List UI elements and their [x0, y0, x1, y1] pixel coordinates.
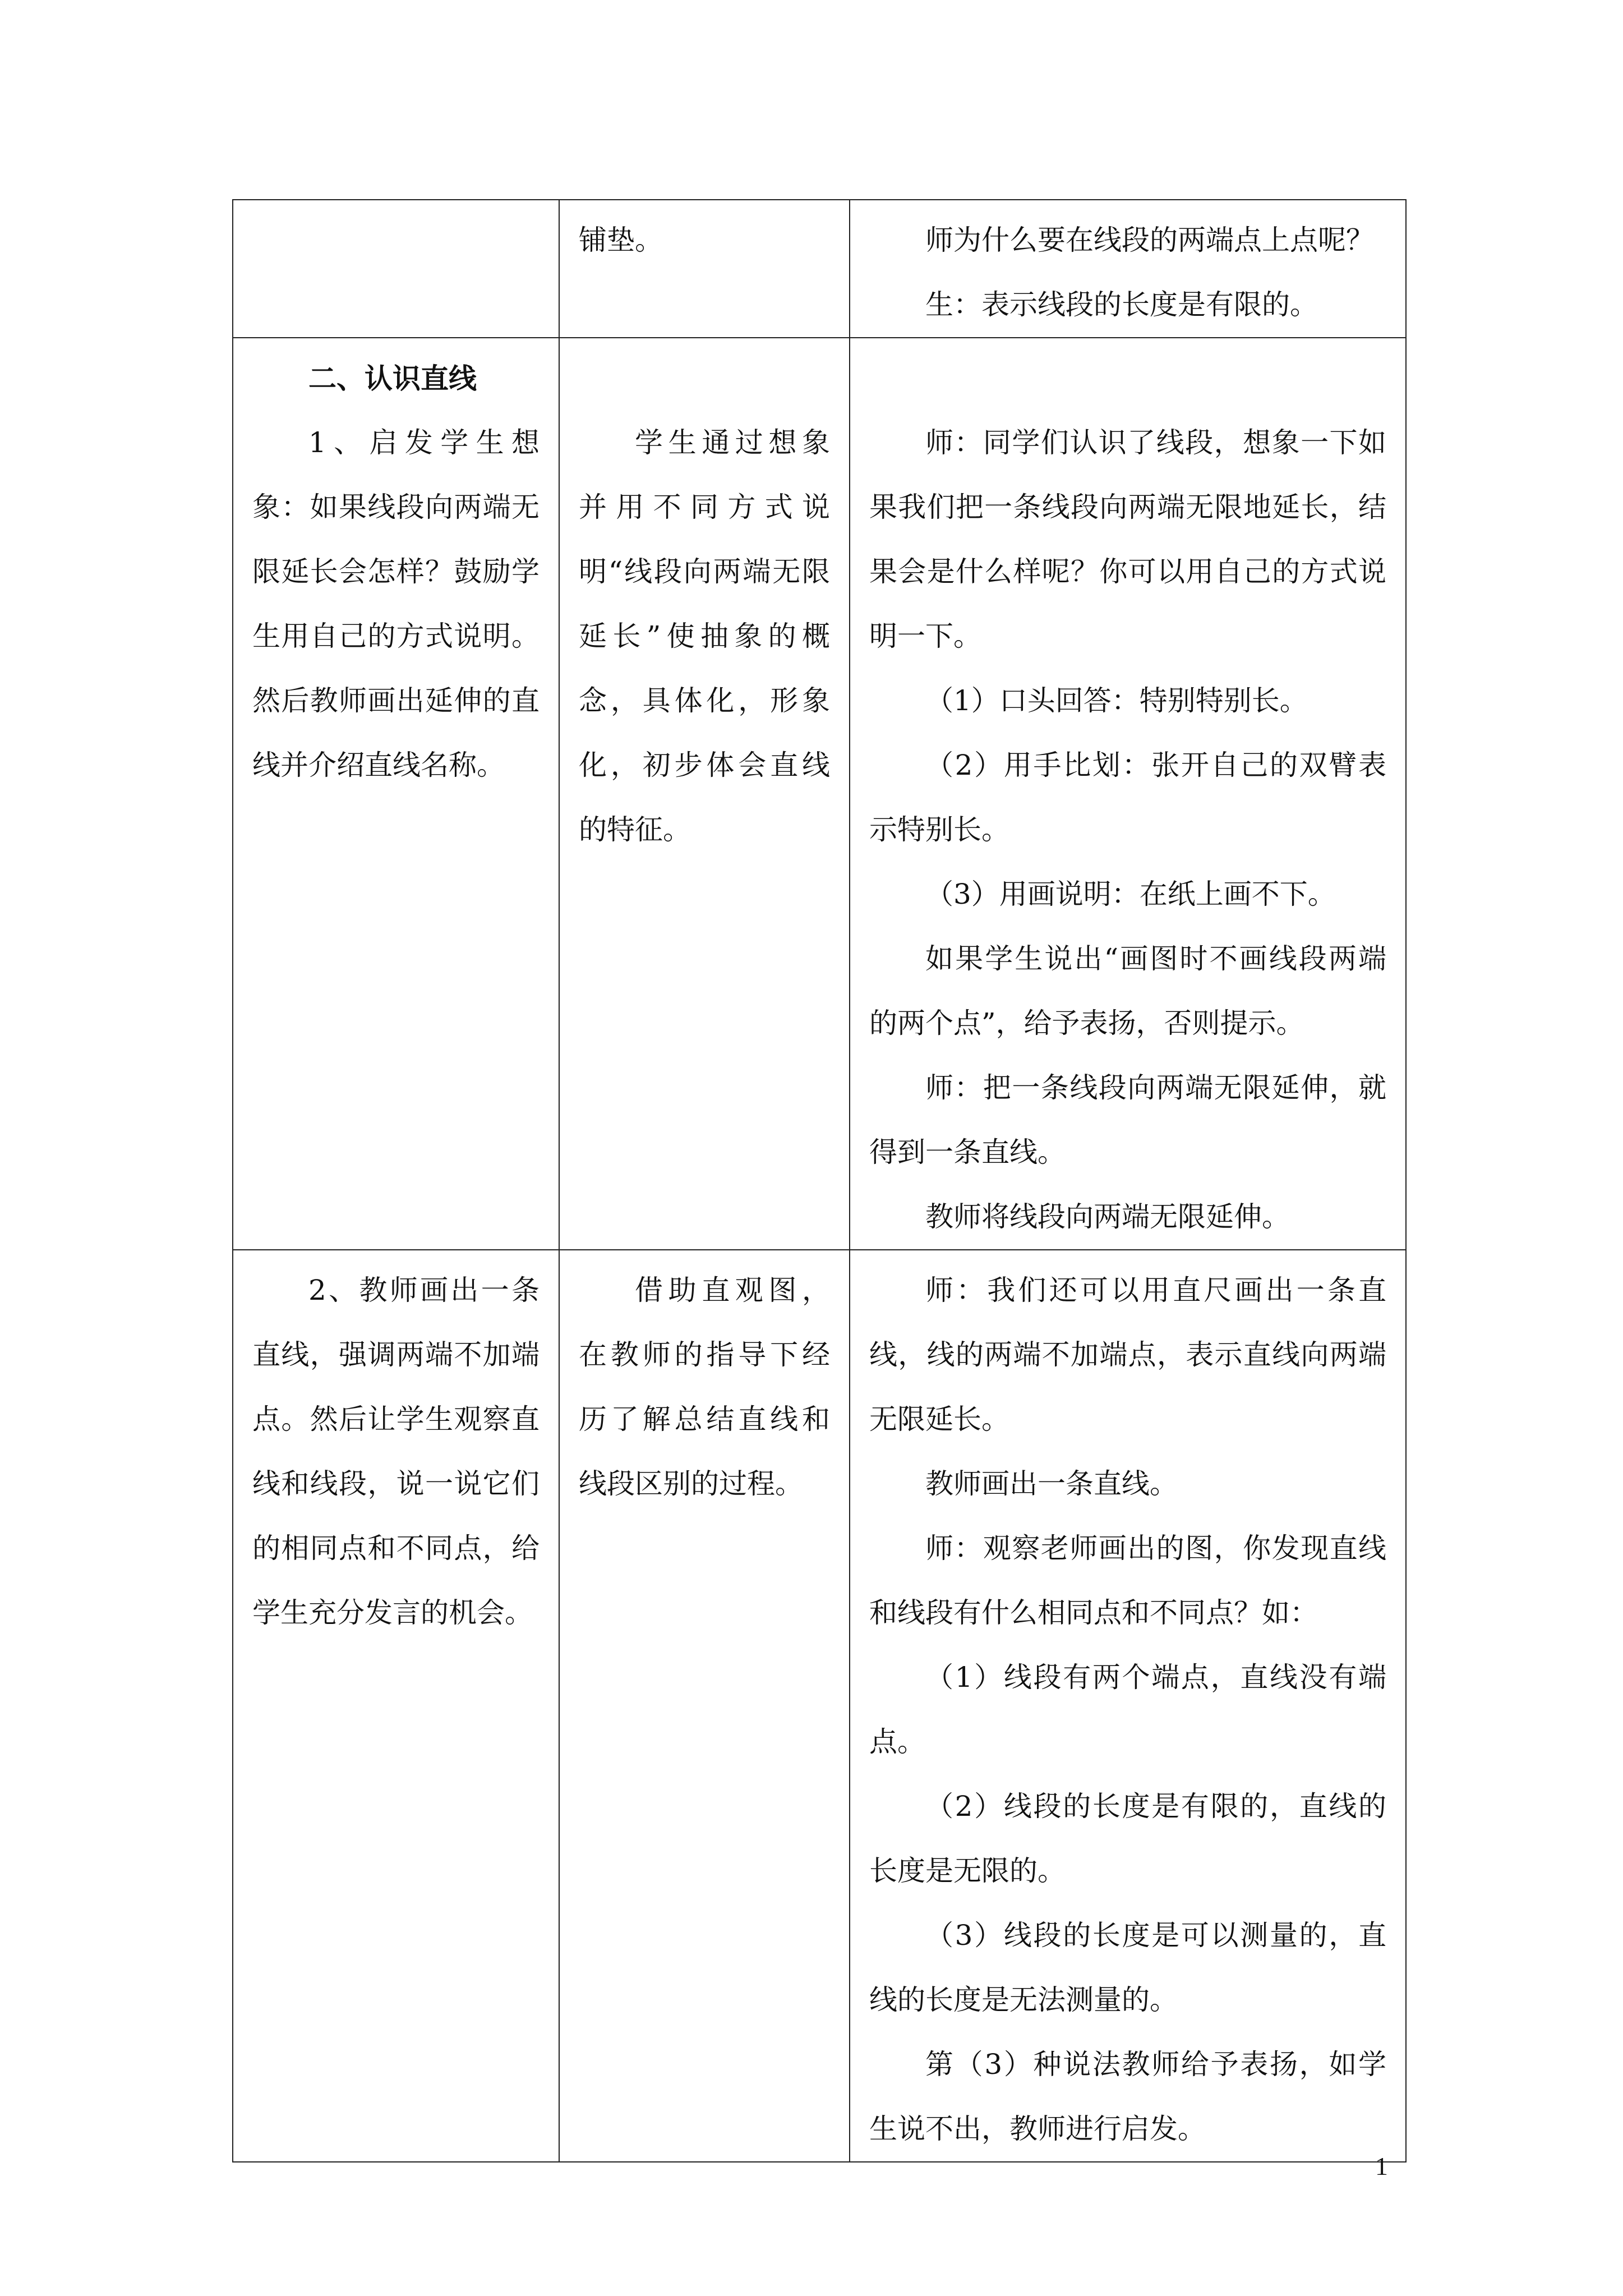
classroom-activity-cell	[850, 1250, 1406, 2162]
table-row	[233, 1250, 1406, 2162]
cell-paragraph: 生：表示线段的长度是有限的。	[925, 288, 1318, 321]
cell-paragraph: 师：我们还可以用直尺画出一条直线，线的两端不加端点，表示直线向两端无限延长。	[869, 1274, 1386, 1435]
cell-paragraph: （1）口头回答：特别特别长。	[925, 684, 1308, 717]
table-row	[233, 200, 1406, 338]
teaching-step-cell	[233, 338, 559, 1250]
cell-paragraph: 师：把一条线段向两端无限延伸，就得到一条直线。	[869, 1071, 1386, 1168]
cell-paragraph: （3）用画说明：在纸上画不下。	[925, 878, 1336, 910]
design-intent-cell	[559, 200, 850, 338]
table-row	[233, 338, 1406, 1250]
cell-paragraph: （3）线段的长度是可以测量的，直线的长度是无法测量的。	[869, 1919, 1386, 2016]
cell-paragraph: （1）线段有两个端点，直线没有端点。	[869, 1661, 1386, 1758]
cell-paragraph: （2）线段的长度是有限的，直线的长度是无限的。	[869, 1790, 1386, 1887]
cell-paragraph: 教师将线段向两端无限延伸。	[925, 1200, 1290, 1233]
design-intent-cell	[559, 1250, 850, 2162]
cell-paragraph: 2、教师画出一条直线，强调两端不加端点。然后让学生观察直线和线段，说一说它们的相同点和不同点，给学生充分发言的机会。	[252, 1274, 540, 1629]
cell-paragraph: 教师画出一条直线。	[925, 1467, 1178, 1500]
classroom-activity-cell	[850, 338, 1406, 1250]
cell-paragraph: （2）用手比划：张开自己的双臂表示特别长。	[869, 749, 1386, 846]
cell-paragraph: 如果学生说出“画图时不画线段两端的两个点”，给予表扬，否则提示。	[869, 942, 1386, 1039]
classroom-activity-cell	[850, 200, 1406, 338]
cell-paragraph: 学生通过想象并用不同方式说明“线段向两端无限延长”使抽象的概念，具体化，形象化，初步体会直线的特征。	[579, 426, 830, 846]
cell-paragraph: 1、启发学生想象：如果线段向两端无限延长会怎样？鼓励学生用自己的方式说明。然后教师画出延伸的直线并介绍直线名称。	[252, 426, 540, 781]
teaching-step-cell	[233, 200, 559, 338]
cell-paragraph: 第（3）种说法教师给予表扬，如学生说不出，教师进行启发。	[869, 2048, 1386, 2145]
design-intent-cell	[559, 338, 850, 1250]
cell-paragraph: 师：同学们认识了线段，想象一下如果我们把一条线段向两端无限地延长，结果会是什么样呢？你可以用自己的方式说明一下。	[869, 426, 1386, 652]
cell-paragraph: 铺垫。	[579, 224, 663, 256]
section-heading: 二、认识直线	[308, 362, 477, 395]
page-number: 1	[1375, 2152, 1388, 2180]
cell-paragraph: 师为什么要在线段的两端点上点呢？	[925, 224, 1374, 256]
cell-paragraph: 师：观察老师画出的图，你发现直线和线段有什么相同点和不同点？如：	[869, 1532, 1386, 1629]
lesson-plan-table	[232, 199, 1407, 2162]
cell-paragraph: 借助直观图，在教师的指导下经历了解总结直线和线段区别的过程。	[579, 1274, 830, 1500]
teaching-step-cell	[233, 1250, 559, 2162]
